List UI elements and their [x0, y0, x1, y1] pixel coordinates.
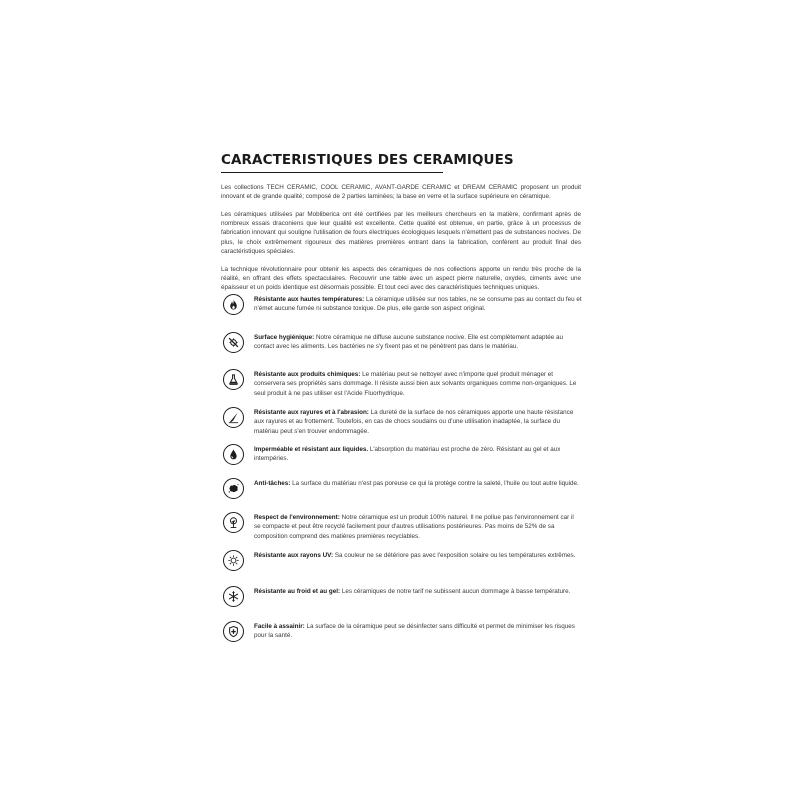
feature-item-chemicals — [221, 367, 583, 401]
feature-heading: Résistante au froid et au gel: — [254, 588, 341, 595]
feature-text: La dureté de la surface de nos céramiques apporte une haute résistance aux rayures et au frottement. Toutefois, en cas de chocs soudains ou d'une utilisation inadaptée, la surface du matériau peut s'en trouver endommagée. — [254, 409, 574, 435]
feature-text: Notre céramique est un produit 100% naturel. Il ne pollue pas l'environnement car il se compacte et peut être recyclé facilement pour d'autres utilisations postérieures. Pas moins de 52% de sa composition comprend des matières premières recyclables. — [254, 514, 574, 540]
feature-text: La surface du matériau n'est pas poreuse ce qui la protège contre la saleté, l'huile ou tout autre liquide. — [292, 480, 579, 487]
tree-icon — [223, 512, 244, 533]
no-bacteria-icon — [223, 332, 244, 353]
feature-item-waterproof — [221, 442, 583, 476]
feature-heading: Surface hygiénique: — [254, 334, 315, 341]
feature-heading: Résistante aux rayons UV: — [254, 552, 334, 559]
feature-item-environment — [221, 510, 583, 544]
feature-item-uv — [221, 548, 583, 582]
feature-heading: Résistante aux rayures et à l'abrasion: — [254, 409, 369, 416]
feature-item-heat — [221, 292, 583, 326]
water-drop-icon — [223, 444, 244, 465]
feature-description — [254, 295, 582, 314]
feature-text: La surface de la céramique peut se désinfecter sans difficulté et permet de minimiser les risques pour la santé. — [254, 623, 575, 640]
feature-description — [254, 513, 582, 541]
feature-description — [254, 479, 582, 488]
feature-description — [254, 333, 582, 352]
snowflake-icon — [223, 586, 244, 607]
feature-heading: Facile à assainir: — [254, 623, 305, 630]
feature-heading: Imperméable et résistant aux liquides. — [254, 446, 369, 453]
feature-description — [254, 370, 582, 398]
intro-paragraph: Les céramiques utilisées par Mobliberica ont été certifiées par les meilleurs chercheurs en la matière, confirmant après de nombreux essais draconiens que leur qualité est excellente. Cette qualité est obtenue, en partie, grâce à un processus de fabrication innovant qui souligne l'utilisation de fours électriques écologiques lesquels n'émettent pas de substances nocives. De plus, le choix extrêmement rigoureux des matières premières entrant dans la fabrication, confèrent au produit final des caractéristiques spéciales. — [221, 211, 581, 255]
intro-section — [221, 183, 581, 301]
title-underline — [221, 172, 443, 173]
intro-paragraph: Les collections TECH CERAMIC, COOL CERAMIC, AVANT-GARDE CERAMIC et DREAM CERAMIC proposent un produit innovant et de grande qualité; composé de 2 parties laminées; la base en verre et la surface supérieure en céramique. — [221, 184, 581, 201]
feature-heading: Respect de l'environnement: — [254, 514, 340, 521]
feature-item-hygiene — [221, 330, 583, 364]
knife-scratch-icon — [223, 407, 244, 428]
feature-text: Le matériau peut se nettoyer avec n'importe quel produit ménager et conservera ses propriétés sans dommage. Il résiste aussi bien aux solvants organiques comme non-organiques. Le seul produit à ne pas utiliser est l'Acide Fluorhydrique. — [254, 371, 577, 397]
feature-heading: Résistante aux produits chimiques: — [254, 371, 361, 378]
stain-icon — [223, 478, 244, 499]
feature-text: L'absorption du matériau est proche de zéro. Résistant au gel et aux intempéries. — [254, 446, 561, 463]
chemical-flask-icon — [223, 369, 244, 390]
intro-paragraph: La technique révolutionnaire pour obtenir les aspects des céramiques de nos collections apporte un rendu très proche de la réalité, en offrant des effets spectaculaires. Recouvrir une table avec un aspect pierre naturelle, oxydes, ciments avec une épaisseur et un poids identique est désormais possible. Et tout ceci avec des caractéristiques techniques uniques. — [221, 265, 581, 292]
feature-description — [254, 587, 582, 596]
feature-item-stain — [221, 476, 583, 510]
feature-heading: Anti-tâches: — [254, 480, 291, 487]
feature-text: Les céramiques de notre tarif ne subissent aucun dommage à basse température. — [341, 588, 571, 595]
feature-item-sanitize — [221, 619, 583, 653]
feature-text: Sa couleur ne se détériore pas avec l'exposition solaire ou les températures extrêmes. — [334, 552, 576, 559]
feature-description — [254, 551, 582, 560]
feature-text: Notre céramique ne diffuse aucune substance nocive. Elle est complètement adaptée au contact avec les aliments. Les bactéries ne s'y fixent pas et ne pénètrent pas dans le matériau. — [254, 334, 563, 351]
sun-icon — [223, 550, 244, 571]
feature-description — [254, 408, 582, 436]
feature-text: La céramique utilisée sur nos tables, ne se consume pas au contact du feu et n'émet aucune fumée ni substance toxique. De plus, elle garde son aspect original. — [254, 296, 582, 313]
flame-icon — [223, 294, 244, 315]
feature-heading: Résistante aux hautes températures: — [254, 296, 365, 303]
feature-item-scratch — [221, 405, 583, 439]
shield-cross-icon — [223, 621, 244, 642]
feature-item-cold — [221, 584, 583, 618]
feature-description — [254, 445, 582, 464]
page-title: CARACTERISTIQUES DES CERAMIQUES — [221, 152, 514, 168]
feature-description — [254, 622, 582, 641]
